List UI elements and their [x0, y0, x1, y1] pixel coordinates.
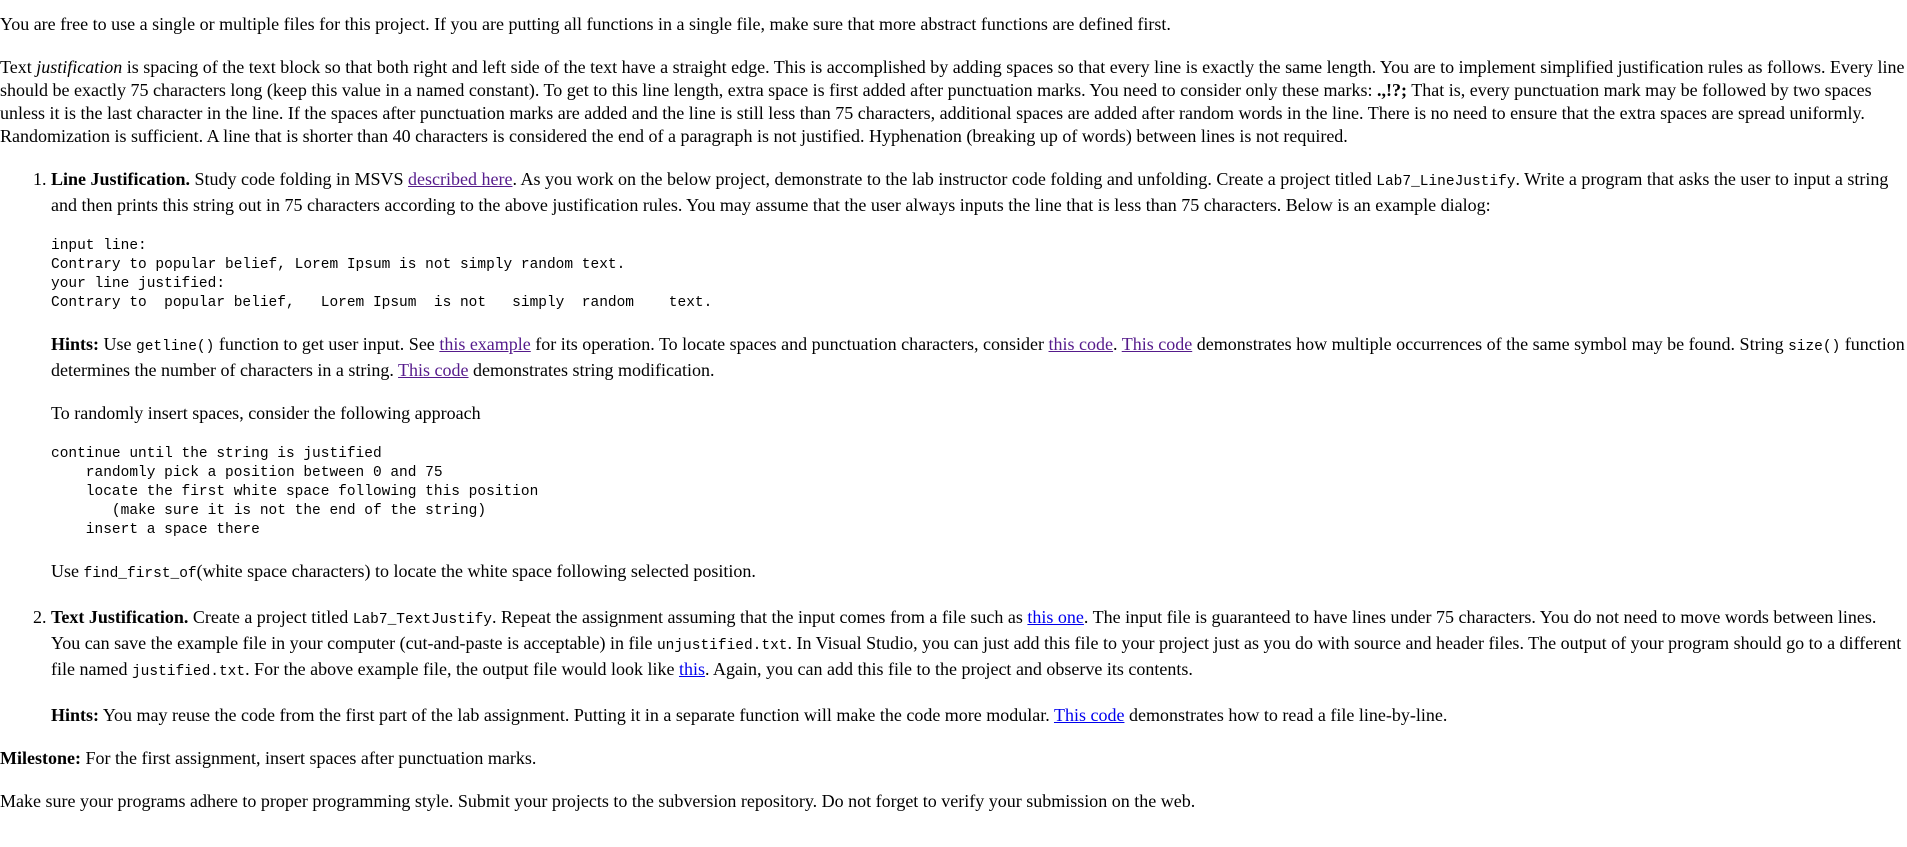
unjustified-filename: unjustified.txt: [656, 638, 788, 654]
example-dialog: input line: Contrary to popular belief, Lorem Ipsum is not simply random text. your line justified: Contrary to popular belief, Lorem Ipsum is not simply random text.: [51, 238, 713, 311]
this-code-link-1[interactable]: this code: [1048, 334, 1114, 354]
task-list: [0, 168, 1907, 727]
closing-paragraph: Make sure your programs adhere to proper programming style. Submit your projects to the subversion repository. Do not forget to verify your submission on the web.: [0, 791, 1196, 811]
this-one-link[interactable]: this one: [1027, 607, 1084, 627]
project-name-textjustify: Lab7_TextJustify: [352, 612, 493, 628]
find-first-of-note: Use find_first_of(white space characters) to locate the white space following selected position.: [51, 561, 756, 582]
task-text-justification: [51, 606, 1907, 727]
task1-title: Line Justification.: [51, 169, 191, 189]
justified-filename: justified.txt: [131, 664, 246, 680]
task1-description: 1. Line Justification. Study code folding in MSVS described here. As you work on the below project, demonstrate to the lab instructor code folding and unfolding. Create a project titled Lab7_LineJustify. Write a program that asks the user to input a string and then prints this string out in 75 characters according to the above justification rules. You may assume that the user always inputs the line that is less than 75 characters. Below is an example dialog:: [51, 169, 1889, 215]
described-here-link[interactable]: described here: [408, 169, 513, 189]
task2-title: Text Justification.: [51, 607, 189, 627]
getline-function: getline(): [136, 339, 215, 355]
algorithm-pseudocode: continue until the string is justified randomly pick a position between 0 and 75 locate the first white space following this position (make sure it is not the end of the string) insert a space there: [51, 446, 539, 538]
intro-paragraph: You are free to use a single or multiple files for this project. If you are putting all functions in a single file, make sure that more abstract functions are defined first.: [0, 14, 1171, 34]
hints-label: Hints:: [51, 705, 100, 725]
milestone-label: Milestone:: [0, 748, 81, 768]
task2-hints: Hints: You may reuse the code from the first part of the lab assignment. Putting it in a separate function will make the code more modular. This code demonstrates how to read a file line-by-line.: [51, 705, 1448, 725]
task2-description: 2. Text Justification. Create a project titled Lab7_TextJustify. Repeat the assignment assuming that the input comes from a file such as this one. The input file is guaranteed to have lines under 75 characters. You do not need to move words between lines. You can save the example file in your computer (cut-and-paste is acceptable) in file unjustified.txt. In Visual Studio, you can just add this file to your project just as you do with source and header files. The output of your program should go to a different file named justified.txt. For the above example file, the output file would look like this. Again, you can add this file to the project and observe its contents.: [51, 607, 1902, 680]
project-name-linejustify: Lab7_LineJustify: [1376, 174, 1516, 190]
this-example-link[interactable]: this example: [439, 334, 531, 354]
find-first-of-function: find_first_of: [83, 566, 197, 582]
milestone-paragraph: Milestone: For the first assignment, insert spaces after punctuation marks.: [0, 748, 537, 768]
justification-paragraph: Text justification is spacing of the text block so that both right and left side of the text have a straight edge. This is accomplished by adding spaces so that every line is exactly the same length. You are to implement simplified justification rules as follows. Every line should be exactly 75 characters long (keep this value in a named constant). To get to this line length, extra space is first added after punctuation marks. You need to consider only these marks: .,!?; That is, every punctuation mark may be followed by two spaces unless it is the last character in the line. If the spaces after punctuation marks are added and the line is still less than 75 characters, additional spaces are added after random words in the line. There is no need to ensure that the extra spaces are spread uniformly. Randomization is sufficient. A line that is shorter than 40 characters is considered the end of a paragraph is not justified. Hyphenation (breaking up of words) between lines is not required.: [0, 57, 1905, 146]
this-code-link-3[interactable]: This code: [398, 360, 469, 380]
punctuation-marks: .,!?;: [1377, 80, 1408, 100]
this-code-link-2[interactable]: This code: [1121, 334, 1193, 354]
read-file-code-link[interactable]: This code: [1053, 705, 1125, 725]
this-link[interactable]: this: [679, 659, 706, 679]
justification-term: justification: [36, 57, 123, 77]
hints-label: Hints:: [51, 334, 100, 354]
task1-hints: Hints: Use getline() function to get user input. See this example for its operation. To locate spaces and punctuation characters, consider this code. This code demonstrates how multiple occurrences of the same symbol may be found. String size() function determines the number of characters in a string. This code demonstrates string modification.: [51, 334, 1905, 380]
size-function: size(): [1788, 339, 1841, 355]
task-line-justification: [51, 168, 1907, 586]
random-insert-intro: To randomly insert spaces, consider the following approach: [51, 403, 481, 423]
